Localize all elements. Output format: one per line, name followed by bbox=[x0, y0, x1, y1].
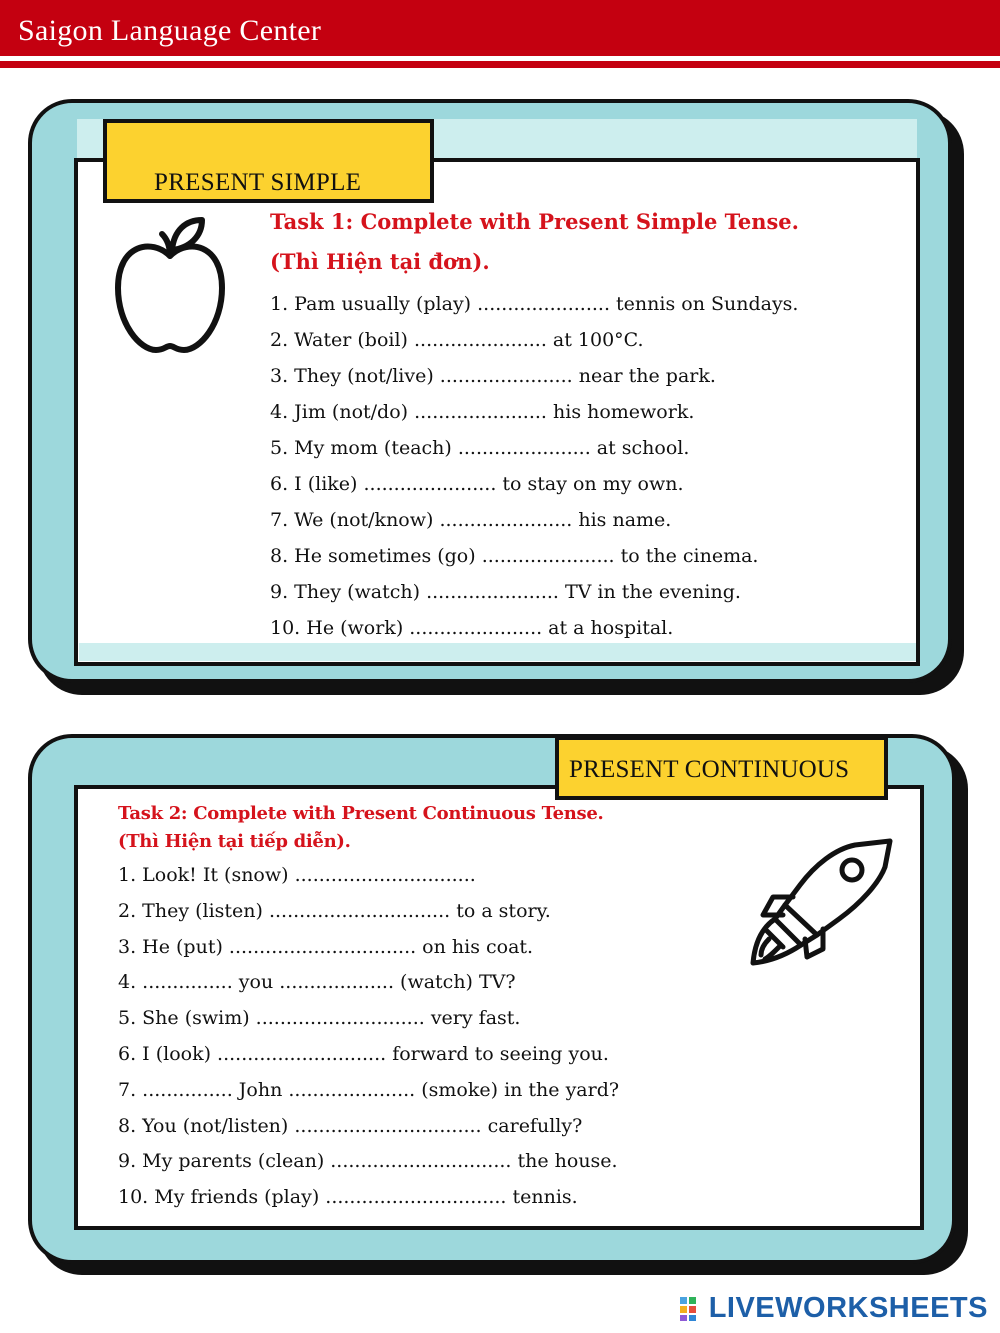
question-item: 8. You (not/listen) ............................... carefully? bbox=[118, 1114, 583, 1137]
question-item: 8. He sometimes (go) ...................... to the cinema. bbox=[270, 545, 759, 567]
question-item: 2. Water (boil) ...................... at 100°C. bbox=[270, 329, 644, 351]
question-item: 3. They (not/live) ...................... near the park. bbox=[270, 365, 716, 387]
liveworksheets-logo-icon bbox=[679, 1296, 705, 1322]
question-item: 6. I (look) ............................ forward to seeing you. bbox=[118, 1042, 609, 1065]
question-item: 3. He (put) ............................... on his coat. bbox=[118, 935, 534, 958]
question-item: 5. She (swim) ............................ very fast. bbox=[118, 1007, 521, 1030]
header-title: Saigon Language Center bbox=[18, 14, 322, 47]
section-tab-label: PRESENT CONTINUOUS bbox=[569, 756, 850, 783]
section-tab-present-simple bbox=[103, 119, 434, 203]
task2-title-line2: (Thì Hiện tại tiếp diễn). bbox=[118, 831, 351, 852]
question-item: 6. I (like) ...................... to stay on my own. bbox=[270, 473, 684, 495]
task1-question-list bbox=[270, 286, 798, 646]
section-tab-present-continuous bbox=[555, 736, 888, 800]
question-item: 4. ............... you ................... (watch) TV? bbox=[118, 971, 516, 994]
question-item: 2. They (listen) .............................. to a story. bbox=[118, 899, 551, 922]
rocket-icon bbox=[745, 835, 897, 971]
section-tab-label: PRESENT SIMPLE bbox=[154, 169, 362, 196]
header-bar bbox=[0, 0, 1000, 56]
liveworksheets-brand[interactable] bbox=[679, 1292, 988, 1325]
liveworksheets-brand-text: LIVEWORKSHEETS bbox=[708, 1292, 988, 1324]
task1-title-line2: (Thì Hiện tại đơn). bbox=[270, 249, 490, 274]
question-item: 9. My parents (clean) .............................. the house. bbox=[118, 1150, 618, 1173]
apple-icon bbox=[112, 214, 228, 354]
question-item: 5. My mom (teach) ...................... at school. bbox=[270, 437, 690, 459]
header-rule bbox=[0, 61, 1000, 68]
task2-question-list bbox=[118, 858, 619, 1216]
question-item: 9. They (watch) ...................... TV in the evening. bbox=[270, 581, 741, 603]
question-item: 10. He (work) ...................... at a hospital. bbox=[270, 617, 674, 639]
question-item: 4. Jim (not/do) ...................... his homework. bbox=[270, 401, 695, 423]
question-item: 7. ............... John ..................... (smoke) in the yard? bbox=[118, 1078, 620, 1101]
task1-title-line1: Task 1: Complete with Present Simple Tense. bbox=[270, 209, 799, 234]
task2-title-line1: Task 2: Complete with Present Continuous Tense. bbox=[118, 803, 604, 824]
question-item: 1. Pam usually (play) ...................... tennis on Sundays. bbox=[270, 293, 799, 315]
question-item: 1. Look! It (snow) .............................. bbox=[118, 864, 476, 886]
question-item: 10. My friends (play) .............................. tennis. bbox=[118, 1186, 578, 1209]
question-item: 7. We (not/know) ...................... his name. bbox=[270, 509, 672, 531]
